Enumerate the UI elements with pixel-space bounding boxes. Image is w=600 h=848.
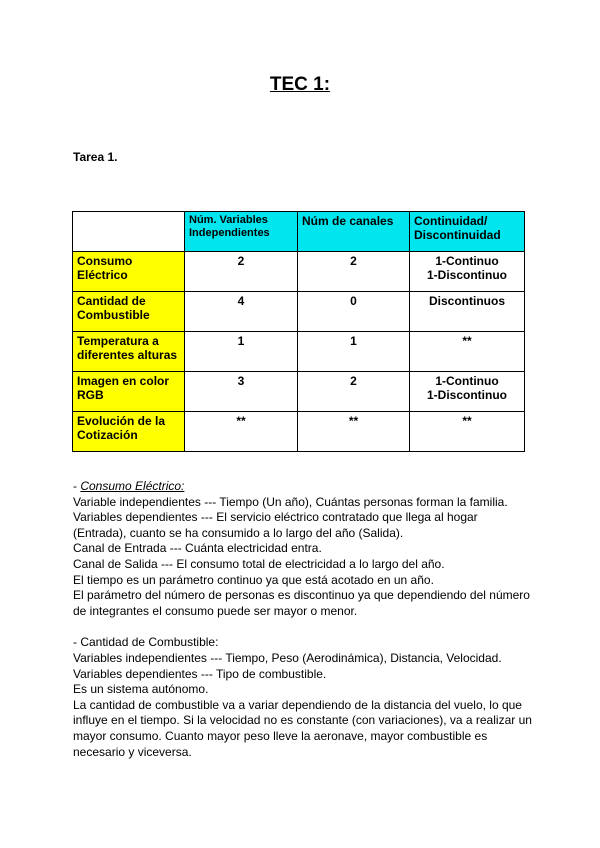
- section-bullet: -: [73, 479, 81, 493]
- continuity-line: 1-Continuo: [435, 254, 499, 268]
- paragraph: Variables dependientes --- El servicio eléctrico contratado que llega al hogar (Entrada), cuanto se ha consumido a lo largo del año (Salida).: [73, 510, 478, 540]
- paragraph: Variables independientes --- Tiempo, Peso (Aerodinámica), Distancia, Velocidad.: [73, 650, 502, 665]
- channels-cell: 2: [298, 372, 410, 412]
- continuity-line: 1-Continuo: [435, 374, 499, 388]
- paragraph: El tiempo es un parámetro continuo ya que está acotado en un año.: [73, 572, 434, 587]
- continuity-line: **: [462, 414, 472, 428]
- page-title: TEC 1:: [269, 74, 331, 95]
- variables-cell: 4: [185, 292, 298, 332]
- paragraph: Canal de Salida --- El consumo total de electricidad a lo largo del año.: [73, 556, 445, 571]
- section-title: Consumo Eléctrico:: [80, 479, 185, 493]
- row-label: Consumo Eléctrico: [73, 252, 185, 292]
- paragraph: El parámetro del número de personas es discontinuo ya que dependiendo del número de integrantes el consumo puede ser mayor o menor.: [73, 588, 530, 618]
- paragraph: Es un sistema autónomo.: [73, 682, 209, 697]
- summary-table: [72, 211, 525, 452]
- section-heading: - Cantidad de Combustible:: [73, 635, 219, 650]
- continuity-line: Discontinuos: [428, 294, 505, 308]
- table-header-cell: Continuidad/ Discontinuidad: [410, 212, 525, 252]
- continuity-cell: [410, 252, 525, 292]
- paragraph: Canal de Entrada --- Cuánta electricidad entra.: [73, 541, 322, 556]
- table-row: [73, 292, 525, 332]
- paragraph: La cantidad de combustible va a variar dependiendo de la distancia del vuelo, lo que influye en el tiempo. Si la velocidad no es constante (con variaciones), va a realizar un mayor consumo. Cuanto mayor peso lleve la aeronave, mayor combustible es necesario y viceversa.: [73, 697, 532, 759]
- channels-cell: **: [298, 412, 410, 452]
- continuity-line: 1-Discontinuo: [427, 268, 507, 282]
- row-label: Cantidad de Combustible: [73, 292, 185, 332]
- variables-cell: 1: [185, 332, 298, 372]
- table-row: [73, 412, 525, 452]
- table-row: [73, 252, 525, 292]
- table-header-row: [73, 212, 525, 252]
- body-text: [73, 479, 533, 760]
- continuity-line: 1-Discontinuo: [427, 388, 507, 402]
- channels-cell: 1: [298, 332, 410, 372]
- table-row: [73, 332, 525, 372]
- table-header-cell: [73, 212, 185, 252]
- row-label: Imagen en color RGB: [73, 372, 185, 412]
- continuity-cell: [410, 292, 525, 332]
- paragraph: Variables dependientes --- Tipo de combustible.: [73, 666, 327, 681]
- task-heading: Tarea 1.: [73, 150, 118, 164]
- spacer: [73, 619, 533, 635]
- table-header-cell: Núm. Variables Independientes: [185, 212, 298, 252]
- continuity-cell: [410, 372, 525, 412]
- table-row: [73, 372, 525, 412]
- row-label: Evolución de la Cotización: [73, 412, 185, 452]
- paragraph: Variable independientes --- Tiempo (Un año), Cuántas personas forman la familia.: [73, 494, 508, 509]
- variables-cell: **: [185, 412, 298, 452]
- channels-cell: 0: [298, 292, 410, 332]
- row-label: Temperatura a diferentes alturas: [73, 332, 185, 372]
- section-heading: [73, 479, 533, 495]
- channels-cell: 2: [298, 252, 410, 292]
- continuity-cell: [410, 332, 525, 372]
- table-header-cell: Núm de canales: [298, 212, 410, 252]
- continuity-line: **: [462, 334, 472, 348]
- continuity-cell: [410, 412, 525, 452]
- variables-cell: 2: [185, 252, 298, 292]
- variables-cell: 3: [185, 372, 298, 412]
